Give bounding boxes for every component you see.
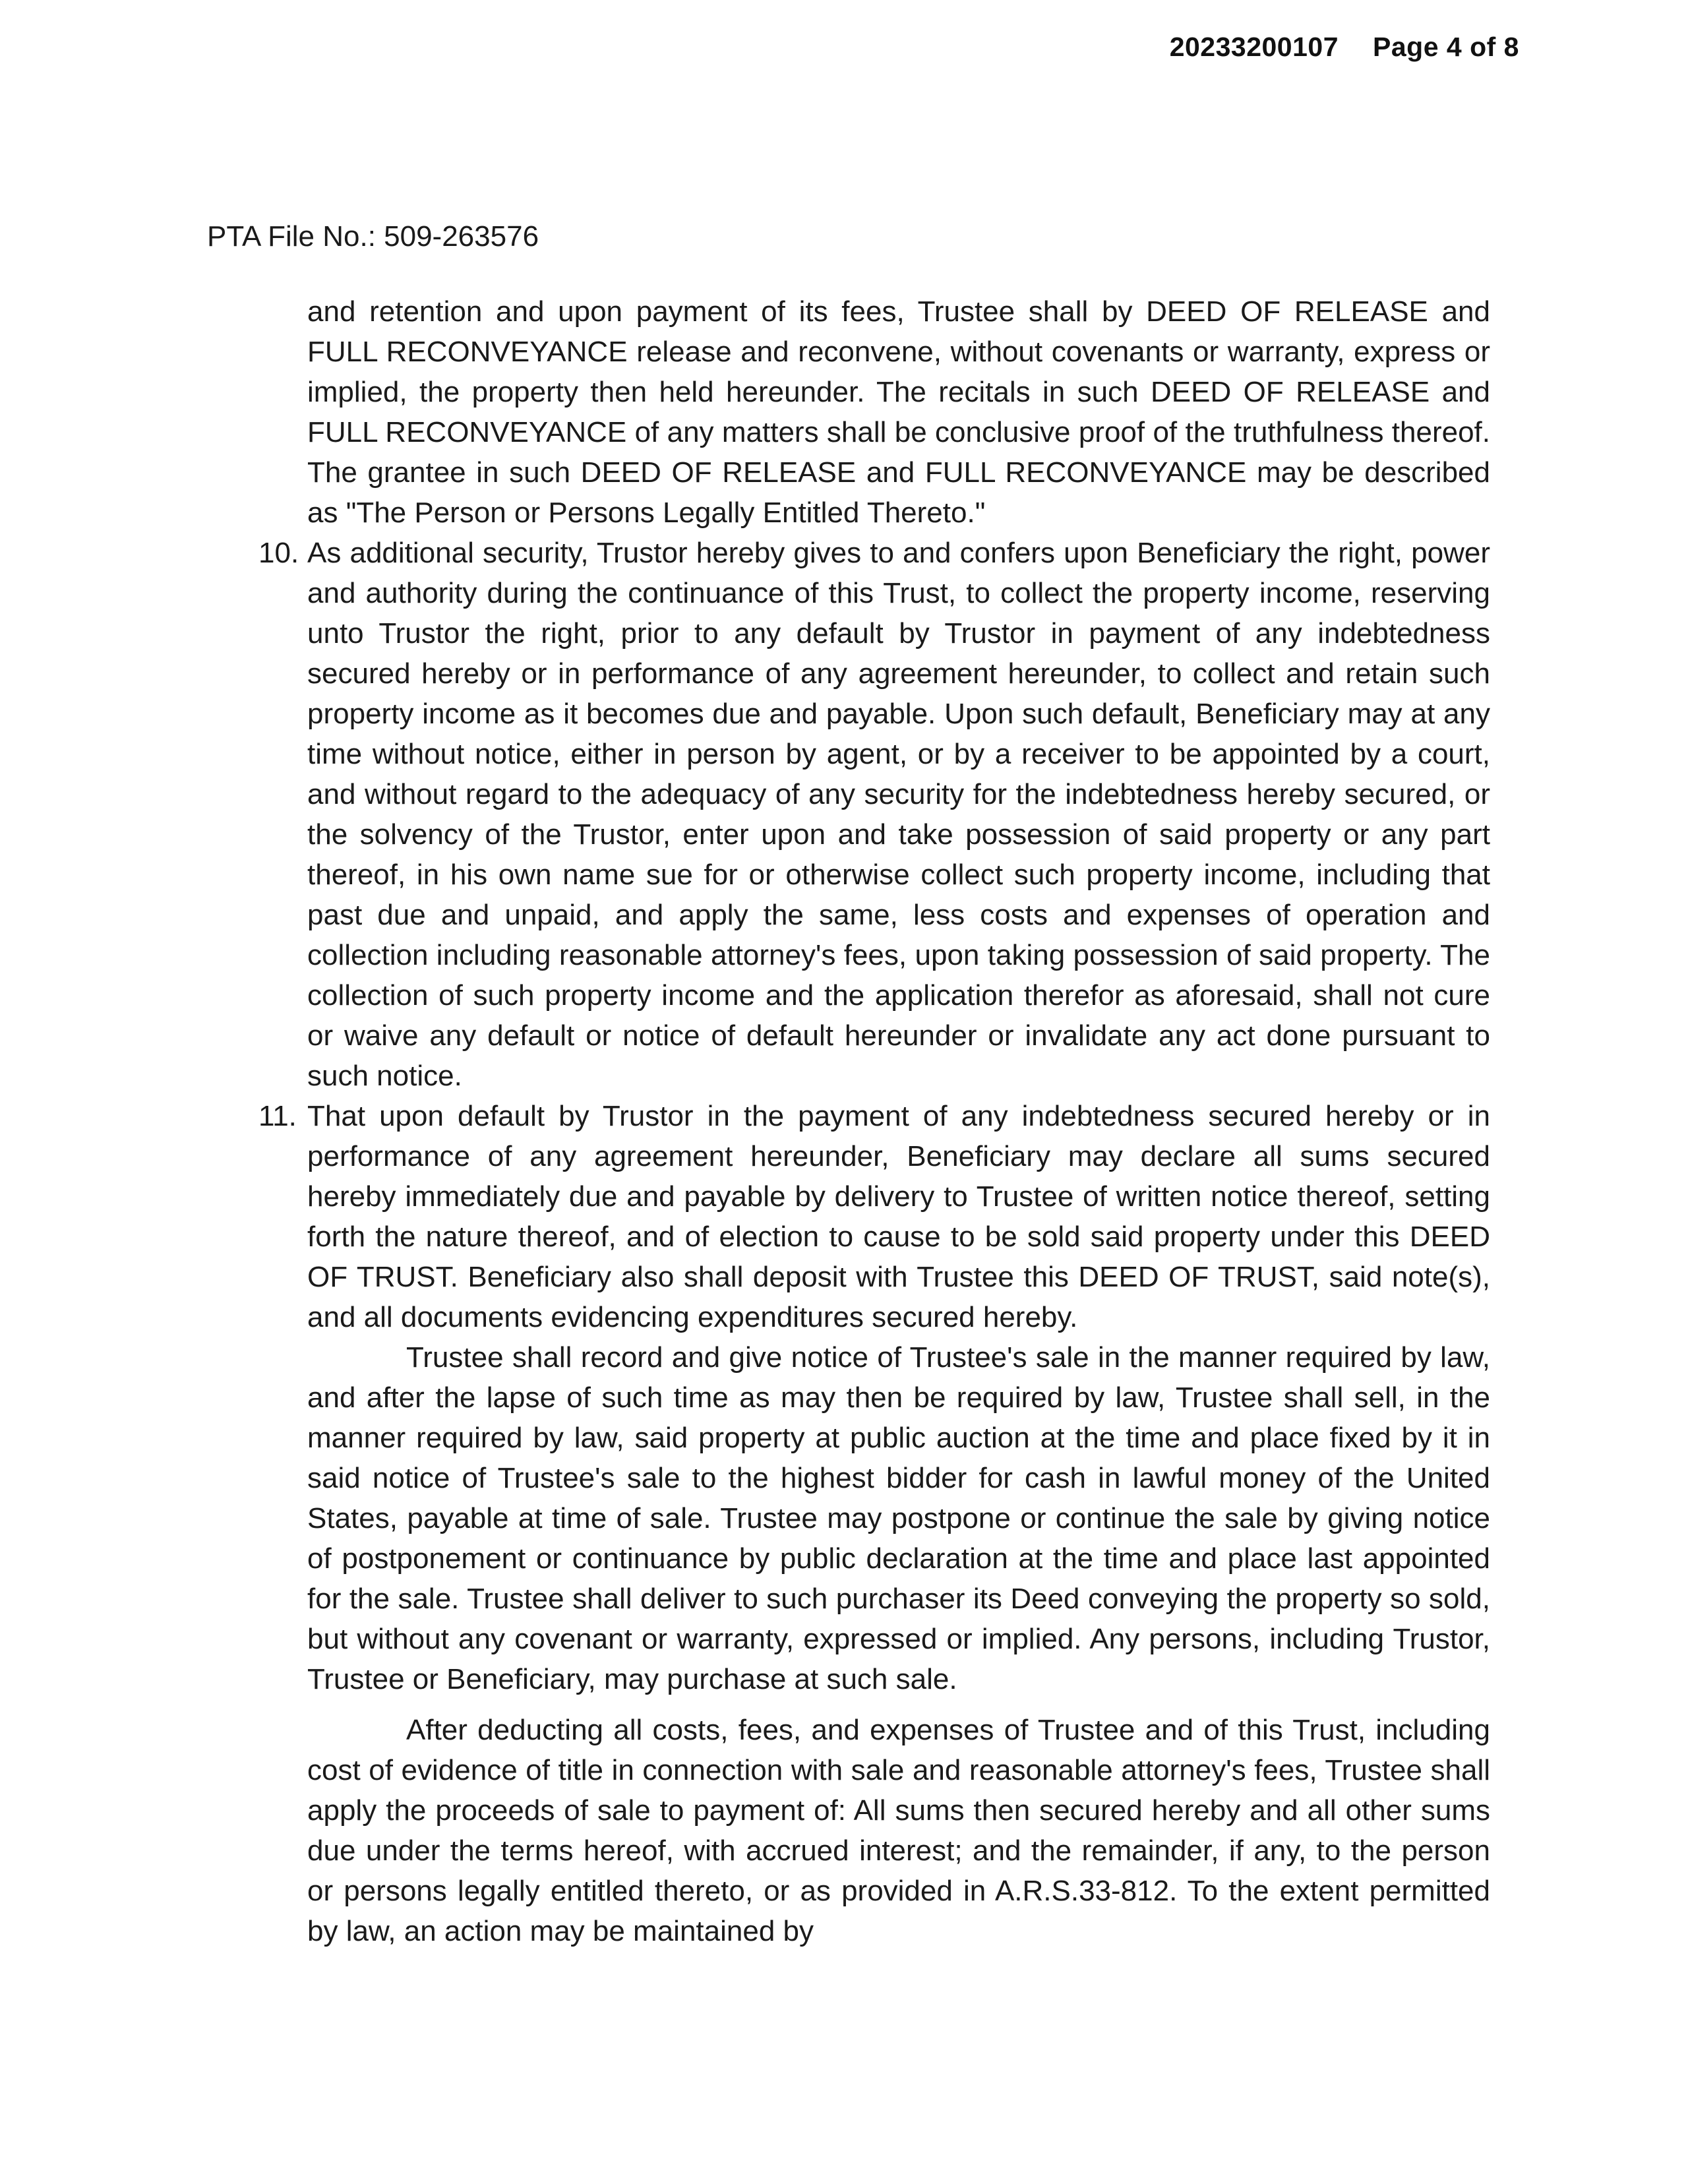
proceeds-paragraph: After deducting all costs, fees, and expenses of Trustee and of this Trust, including cost of evidence of title in connection with sale and reasonable attorney's fees, Trustee shall apply the proceeds of sale to payment of: All sums then secured hereby and all other sums due under the terms hereof, with accrued interest; and the remainder, if any, to the person or persons legally entitled thereto, or as provided in A.R.S.33-812. To the extent permitted by law, an action may be maintained by [307,1714,1490,1947]
clause-11-number: 11. [258,1100,297,1132]
recording-stamp [1170,32,1519,63]
clause-10-number: 10. [258,537,299,569]
document-number: 20233200107 [1169,32,1339,62]
file-number: PTA File No.: 509-263576 [207,220,539,253]
clause-11 [258,1096,1490,1337]
document-body [258,291,1490,1951]
clause-10 [258,533,1490,1096]
continuation-paragraph: and retention and upon payment of its fees, Trustee shall by DEED OF RELEASE and FULL RECONVEYANCE release and reconvene, without covenants or warranty, express or implied, the property then held hereunder. The recitals in such DEED OF RELEASE and FULL RECONVEYANCE of any matters shall be conclusive proof of the truthfulness thereof. The grantee in such DEED OF RELEASE and FULL RECONVEYANCE may be described as "The Person or Persons Legally Entitled Thereto." [307,295,1490,529]
clause-10-text: As additional security, Trustor hereby gives to and confers upon Beneficiary the right, power and authority during the continuance of this Trust, to collect the property income, reserving unto Trustor the right, prior to any default by Trustor in payment of any indebtedness secured hereby or in performance of any agreement hereunder, to collect and retain such property income as it becomes due and payable. Upon such default, Beneficiary may at any time without notice, either in person by agent, or by a receiver to be appointed by a court, and without regard to the adequacy of any security for the indebtedness hereby secured, or the solvency of the Trustor, enter upon and take possession of said property or any part thereof, in his own name sue for or otherwise collect such property income, including that past due and unpaid, and apply the same, less costs and expenses of operation and collection including reasonable attorney's fees, upon taking possession of said property. The collection of such property income and the application therefor as aforesaid, shall not cure or waive any default or notice of default hereunder or invalidate any act done pursuant to such notice. [307,537,1490,1092]
clause-11-text: That upon default by Trustor in the payment of any indebtedness secured hereby or in performance of any agreement hereunder, Beneficiary may declare all sums secured hereby immediately due and payable by delivery to Trustee of written notice thereof, setting forth the nature thereof, and of election to cause to be sold said property under this DEED OF TRUST. Beneficiary also shall deposit with Trustee this DEED OF TRUST, said note(s), and all documents evidencing expenditures secured hereby. [307,1100,1490,1333]
page-indicator: Page 4 of 8 [1373,32,1519,62]
trustee-sale-paragraph: Trustee shall record and give notice of Trustee's sale in the manner required by law, and after the lapse of such time as may then be required by law, Trustee shall sell, in the manner required by law, said property at public auction at the time and place fixed by it in said notice of Trustee's sale to the highest bidder for cash in lawful money of the United States, payable at time of sale. Trustee may postpone or continue the sale by giving notice of postponement or continuance by public declaration at the time and place last appointed for the sale. Trustee shall deliver to such purchaser its Deed conveying the property so sold, but without any covenant or warranty, expressed or implied. Any persons, including Trustor, Trustee or Beneficiary, may purchase at such sale. [307,1341,1490,1695]
